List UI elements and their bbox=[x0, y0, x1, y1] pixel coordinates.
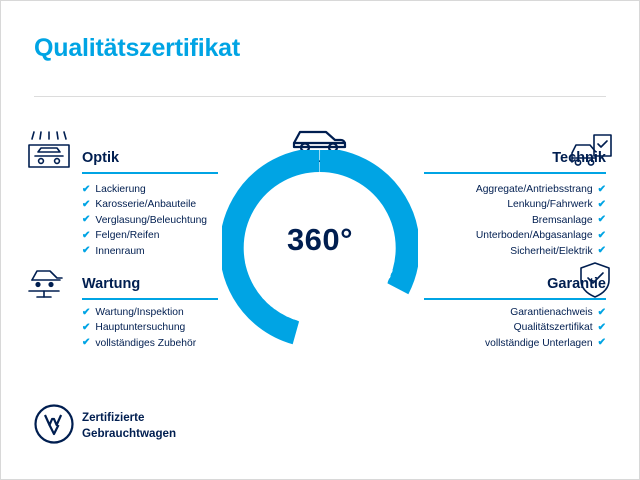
check-icon: ✔ bbox=[82, 245, 91, 257]
checklist-technik bbox=[406, 182, 606, 259]
check-icon: ✔ bbox=[82, 214, 91, 226]
list-item bbox=[406, 305, 606, 320]
vw-logo bbox=[34, 404, 74, 449]
list-item bbox=[406, 182, 606, 197]
list-item-label: vollständige Unterlagen bbox=[484, 337, 593, 349]
list-item-label: Felgen/Reifen bbox=[95, 230, 160, 242]
list-item bbox=[406, 320, 606, 335]
footer-brand-text bbox=[82, 410, 176, 441]
list-item-label: Verglasung/Beleuchtung bbox=[95, 214, 208, 226]
list-item bbox=[82, 244, 232, 259]
list-item-label: Wartung/Inspektion bbox=[95, 307, 184, 318]
check-icon: ✔ bbox=[597, 214, 606, 226]
list-item bbox=[82, 336, 242, 351]
svg-text:Gebrauchtwagen-Check: Gebrauchtwagen-Check bbox=[240, 254, 397, 329]
check-icon: ✔ bbox=[597, 229, 606, 241]
check-icon: ✔ bbox=[82, 306, 91, 318]
list-item-label: Garantienachweis bbox=[510, 307, 593, 318]
list-item bbox=[82, 305, 242, 320]
check-icon: ✔ bbox=[597, 322, 606, 334]
list-item bbox=[82, 320, 242, 335]
badge-degrees-label: 360° bbox=[286, 222, 354, 257]
list-item-label: Lenkung/Fahrwerk bbox=[507, 199, 593, 211]
check-icon: ✔ bbox=[597, 199, 606, 211]
check-icon: ✔ bbox=[82, 229, 91, 241]
check-icon: ✔ bbox=[597, 245, 606, 257]
badge-360-gebrauchtwagen-check bbox=[222, 150, 418, 346]
title-divider bbox=[34, 96, 606, 97]
checklist-optik bbox=[82, 182, 232, 259]
check-icon: ✔ bbox=[597, 306, 606, 318]
list-item-label: Unterboden/Abgasanlage bbox=[475, 230, 593, 242]
section-rule-garantie bbox=[424, 298, 606, 300]
car-lift-service-icon bbox=[26, 258, 74, 307]
list-item bbox=[82, 213, 232, 228]
section-heading-garantie: Garantie bbox=[547, 276, 606, 292]
section-heading-wartung: Wartung bbox=[82, 276, 141, 292]
check-icon: ✔ bbox=[597, 183, 606, 195]
section-rule-wartung bbox=[82, 298, 218, 300]
car-wash-icon bbox=[26, 130, 72, 179]
list-item bbox=[82, 197, 232, 212]
section-heading-optik: Optik bbox=[82, 150, 120, 166]
checklist-wartung bbox=[82, 305, 242, 351]
check-icon: ✔ bbox=[82, 337, 91, 349]
list-item-label: Innenraum bbox=[95, 245, 145, 257]
list-item-label: Bremsanlage bbox=[531, 214, 593, 226]
list-item-label: Hauptuntersuchung bbox=[95, 322, 186, 334]
list-item-label: Karosserie/Anbauteile bbox=[95, 199, 197, 211]
check-icon: ✔ bbox=[82, 183, 91, 195]
list-item-label: Lackierung bbox=[95, 184, 146, 195]
list-item bbox=[82, 228, 232, 243]
list-item bbox=[406, 244, 606, 259]
list-item bbox=[406, 213, 606, 228]
checklist-garantie bbox=[406, 305, 606, 351]
section-heading-technik: Technik bbox=[552, 150, 606, 166]
list-item bbox=[406, 197, 606, 212]
list-item-label: Sicherheit/Elektrik bbox=[510, 245, 593, 257]
list-item bbox=[406, 336, 606, 351]
list-item bbox=[406, 228, 606, 243]
check-icon: ✔ bbox=[82, 199, 91, 211]
list-item-label: Aggregate/Antriebsstrang bbox=[475, 184, 593, 195]
list-item bbox=[82, 182, 232, 197]
section-rule-technik bbox=[424, 172, 606, 174]
check-icon: ✔ bbox=[82, 322, 91, 334]
section-rule-optik bbox=[82, 172, 218, 174]
footer-line-2: Gebrauchtwagen bbox=[82, 426, 177, 440]
list-item-label: Qualitätszertifikat bbox=[513, 322, 593, 334]
list-item-label: vollständiges Zubehör bbox=[95, 337, 197, 349]
check-icon: ✔ bbox=[597, 337, 606, 349]
footer-line-1: Zertifizierte bbox=[82, 411, 145, 424]
page-title: Qualitätszertifikat bbox=[34, 34, 240, 62]
